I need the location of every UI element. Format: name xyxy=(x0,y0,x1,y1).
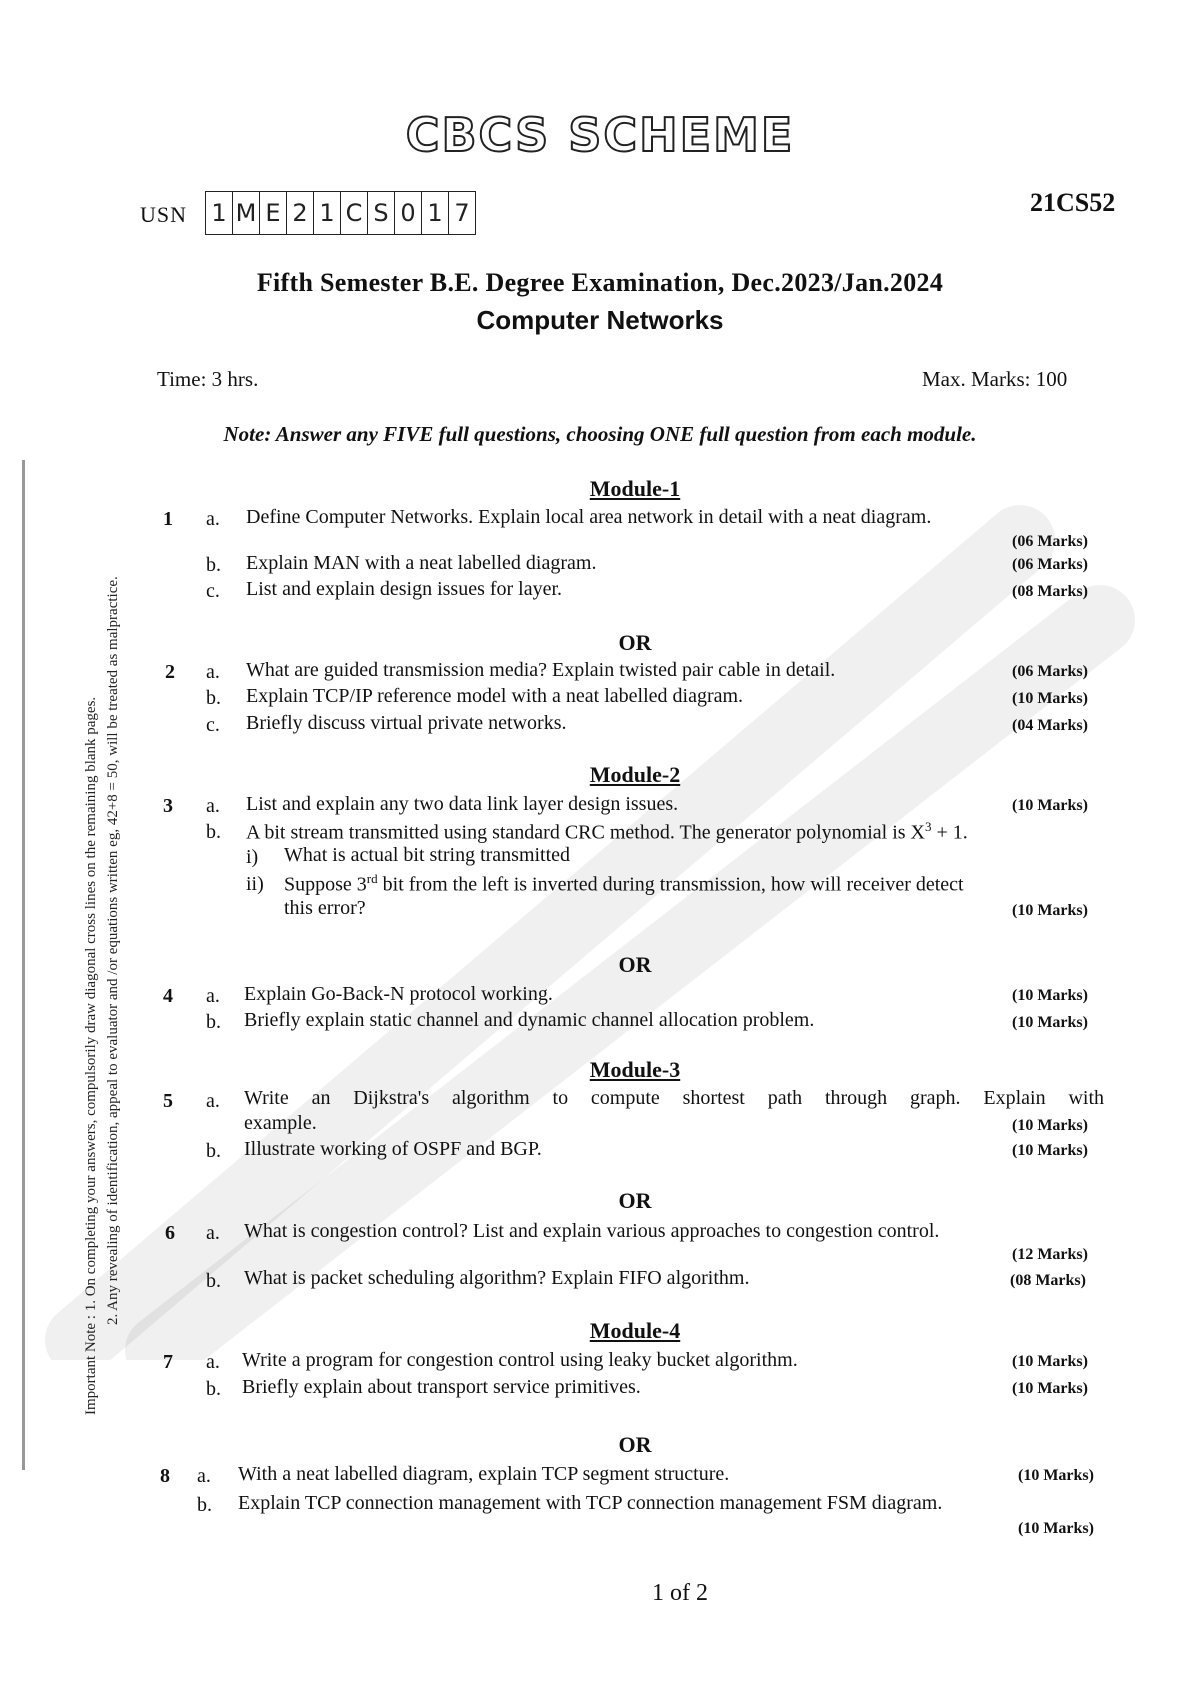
part-label: a. xyxy=(197,1465,211,1487)
question-number: 8 xyxy=(160,1465,170,1487)
part-label: b. xyxy=(206,1270,221,1292)
or-separator: OR xyxy=(618,1188,652,1213)
usn-char: 7 xyxy=(454,199,470,227)
part-label: b. xyxy=(206,687,221,709)
question-text: Explain MAN with a neat labelled diagram. xyxy=(246,552,597,574)
part-label: a. xyxy=(206,508,220,530)
question-text: Explain TCP/IP reference model with a neat labelled diagram. xyxy=(246,685,744,707)
usn-char: 2 xyxy=(287,192,314,234)
question-text: example. xyxy=(244,1112,317,1134)
question-text: Explain Go-Back-N protocol working. xyxy=(244,983,553,1005)
part-label: c. xyxy=(206,580,220,602)
marks: (06 Marks) xyxy=(1012,663,1088,680)
module-heading: Module-2 xyxy=(589,762,681,787)
scheme-stamp: CBCS SCHEME xyxy=(405,108,795,162)
question-text: Briefly discuss virtual private networks. xyxy=(246,712,567,734)
question-text: Briefly explain about transport service primitives. xyxy=(242,1376,641,1398)
question-text: List and explain design issues for layer. xyxy=(246,578,563,600)
question-text: A bit stream transmitted using standard CRC method. The generator polynomial is $X^3 + 1$. xyxy=(246,819,968,844)
time-allowed: Time: 3 hrs. xyxy=(157,367,259,391)
marks: (06 Marks) xyxy=(1012,533,1088,550)
question-text: Write an Dijkstra's algorithm to compute shortest path through graph. Explain with xyxy=(244,1087,1104,1109)
part-label: b. xyxy=(206,821,221,843)
marks: (10 Marks) xyxy=(1012,690,1088,707)
question-text: Suppose 3rd bit from the left is inverted during transmission, how will receiver detect xyxy=(284,871,964,896)
question-number: 6 xyxy=(165,1222,175,1244)
usn-char: C xyxy=(341,192,368,234)
question-text: Briefly explain static channel and dynamic channel allocation problem. xyxy=(244,1009,815,1031)
part-label: a. xyxy=(206,1351,220,1373)
question-text: Define Computer Networks. Explain local area network in detail with a neat diagram. xyxy=(246,506,932,528)
important-note-line: Important Note : 1. On completing your answers, compulsorily draw diagonal cross lines on the remaining blank pages. xyxy=(83,696,99,1415)
question-text: this error? xyxy=(284,897,366,919)
question-text: What is actual bit string transmitted xyxy=(284,844,571,866)
part-label: b. xyxy=(206,554,221,576)
or-separator: OR xyxy=(618,630,652,655)
marks: (06 Marks) xyxy=(1012,556,1088,573)
marks: (04 Marks) xyxy=(1012,717,1088,734)
marks: (08 Marks) xyxy=(1010,1272,1086,1289)
usn-label: USN xyxy=(140,202,188,227)
question-text: List and explain any two data link layer design issues. xyxy=(246,793,679,815)
part-label: b. xyxy=(206,1011,221,1033)
marks: (10 Marks) xyxy=(1012,1117,1088,1134)
marks: (12 Marks) xyxy=(1012,1246,1088,1263)
question-number: 3 xyxy=(163,795,173,817)
question-text: What is congestion control? List and explain various approaches to congestion control. xyxy=(244,1220,940,1242)
question-number: 4 xyxy=(163,985,173,1007)
marks: (08 Marks) xyxy=(1012,583,1088,600)
exam-title: Fifth Semester B.E. Degree Examination, Dec.2023/Jan.2024 xyxy=(256,268,944,297)
subject-title: Computer Networks xyxy=(476,305,724,335)
usn-char: M xyxy=(233,192,260,234)
usn-char: E xyxy=(260,192,287,234)
part-label: a. xyxy=(206,1222,220,1244)
page-number: 1 of 2 xyxy=(652,1580,708,1606)
or-separator: OR xyxy=(618,1432,652,1457)
usn-char: 1 xyxy=(206,192,233,234)
question-number: 1 xyxy=(163,508,173,530)
exam-note: Note: Answer any FIVE full questions, choosing ONE full question from each module. xyxy=(223,422,977,446)
usn-char: 0 xyxy=(395,192,422,234)
subpart-label: i) xyxy=(246,846,259,868)
part-label: b. xyxy=(206,1378,221,1400)
marks: (10 Marks) xyxy=(1012,1014,1088,1031)
marks: (10 Marks) xyxy=(1012,987,1088,1004)
module-heading: Module-3 xyxy=(589,1057,681,1082)
usn-char: 1 xyxy=(422,192,449,234)
marks: (10 Marks) xyxy=(1018,1520,1094,1537)
marks: (10 Marks) xyxy=(1012,902,1088,919)
usn-boxes xyxy=(205,191,476,235)
part-label: a. xyxy=(206,661,220,683)
marks: (10 Marks) xyxy=(1012,1142,1088,1159)
question-text: What is packet scheduling algorithm? Explain FIFO algorithm. xyxy=(244,1267,750,1289)
important-note xyxy=(80,435,124,1415)
question-number: 5 xyxy=(163,1090,173,1112)
question-text: Illustrate working of OSPF and BGP. xyxy=(244,1138,542,1160)
marks: (10 Marks) xyxy=(1012,1353,1088,1370)
module-heading: Module-1 xyxy=(589,476,681,501)
part-label: c. xyxy=(206,714,220,736)
question-number: 2 xyxy=(165,661,175,683)
usn-char: S xyxy=(368,192,395,234)
question-text: Write a program for congestion control using leaky bucket algorithm. xyxy=(242,1349,798,1371)
marks: (10 Marks) xyxy=(1018,1467,1094,1484)
question-text: What are guided transmission media? Explain twisted pair cable in detail. xyxy=(246,659,836,681)
max-marks: Max. Marks: 100 xyxy=(922,367,1068,391)
marks: (10 Marks) xyxy=(1012,797,1088,814)
question-number: 7 xyxy=(163,1351,173,1373)
module-heading: Module-4 xyxy=(589,1318,681,1343)
part-label: a. xyxy=(206,985,220,1007)
important-note-line: 2. Any revealing of identification, appeal to evaluator and /or equations written eg, 42+8 = 50, will be treated as malpractice. xyxy=(105,576,121,1325)
part-label: a. xyxy=(206,1090,220,1112)
or-separator: OR xyxy=(618,952,652,977)
usn-char: 1 xyxy=(314,192,341,234)
part-label: b. xyxy=(206,1140,221,1162)
question-text: Explain TCP connection management with TCP connection management FSM diagram. xyxy=(238,1492,943,1514)
course-code: 21CS52 xyxy=(1030,188,1116,217)
subpart-label: ii) xyxy=(246,873,264,895)
part-label: a. xyxy=(206,795,220,817)
question-text: With a neat labelled diagram, explain TCP segment structure. xyxy=(238,1463,730,1485)
marks: (10 Marks) xyxy=(1012,1380,1088,1397)
part-label: b. xyxy=(197,1494,212,1516)
